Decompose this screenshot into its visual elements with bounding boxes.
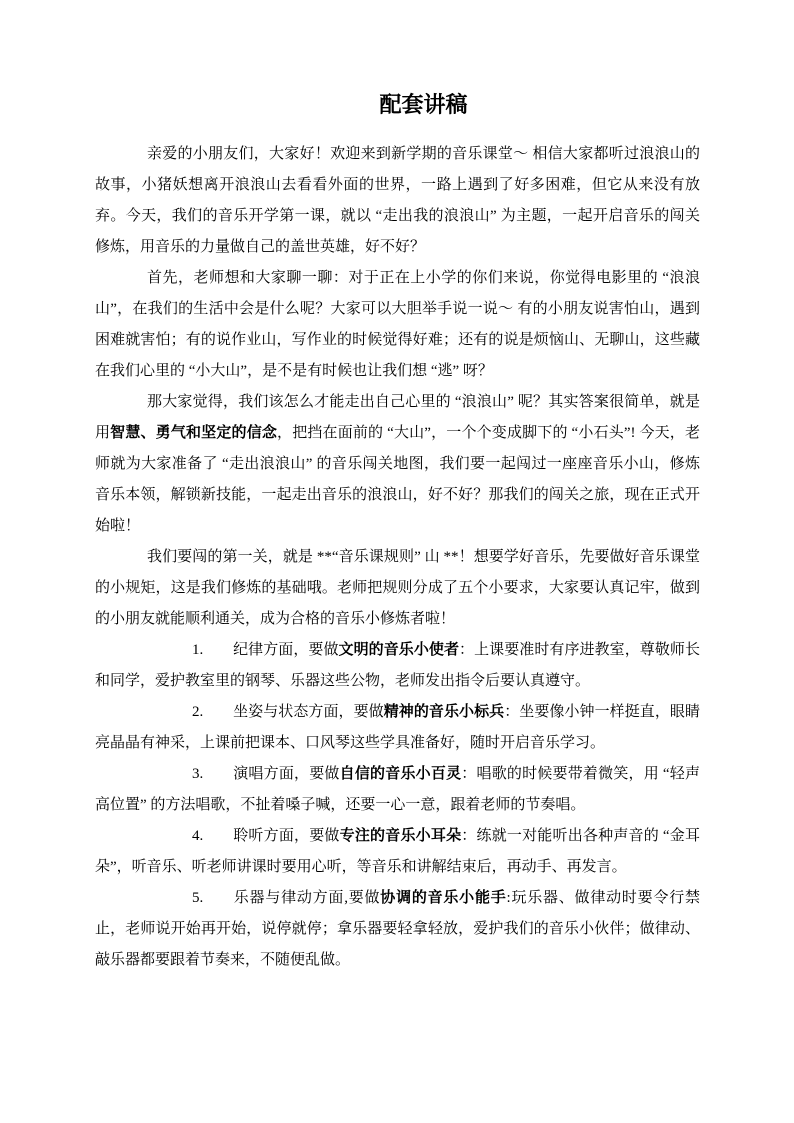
bold-run: 自信的音乐小百灵 <box>339 766 462 782</box>
text-run: 亲爱的小朋友们，大家好！欢迎来到新学期的音乐课堂～ 相信大家都听过浪浪山的故事，小猪妖想离开浪浪山去看看外面的世界，一路上遇到了好多困难，但它从来没有放弃。今天，我们的音乐开学第一课，就以 “走出我的浪浪山” 为主题，一起开启音乐的闯关修炼，用音乐的力量做自己的盖世英雄，好不好？ <box>95 146 700 255</box>
text-run: 聆听方面，要做 <box>233 828 340 844</box>
text-run: 我们要闯的第一关，就是 **“音乐课规则” 山 **！想要学好音乐，先要做好音乐课堂的小规矩，这是我们修炼的基础哦。老师把规则分成了五个小要求，大家要认真记牢，做到的小朋友就能顺利通关，成为合格的音乐小修炼者啦！ <box>95 549 700 627</box>
paragraph-3 <box>95 387 700 542</box>
rule-number: 4. <box>192 828 204 844</box>
paragraph-2 <box>95 263 700 387</box>
text-run: 首先，老师想和大家聊一聊：对于正在上小学的你们来说，你觉得电影里的 “浪浪山”，在我们的生活中会是什么呢？大家可以大胆举手说一说～ 有的小朋友说害怕山，遇到困难就害怕；有的说作业山，写作业的时候觉得好难；还有的说是烦恼山、无聊山，这些藏在我们心里的 “小大山”，是不是有时候也让我们想 “逃” 呀？ <box>95 270 700 379</box>
text-run: ，把挡在面前的 “大山”，一个个变成脚下的 “小石头”! 今天，老师就为大家准备了 “走出浪浪山” 的音乐闯关地图，我们要一起闯过一座座音乐小山，修炼音乐本领，解锁新技能，一起走出音乐的浪浪山，好不好？那我们的闯关之旅，现在正式开始啦！ <box>95 425 700 534</box>
bold-run: 智慧、勇气和坚定的信念 <box>110 425 278 441</box>
rule-number: 2. <box>192 704 204 720</box>
text-run: 乐器与律动方面,要做 <box>233 890 381 906</box>
rule-number: 5. <box>192 890 204 906</box>
bold-run: 精神的音乐小标兵 <box>383 704 505 720</box>
text-run: ：练就一对能听出各种声音的 “金耳朵”，听音乐、听老师讲课时要用心听，等音乐和讲解结束后，再动手、再发言。 <box>95 828 700 875</box>
text-run: 纪律方面，要做 <box>233 642 339 658</box>
rule-item-2 <box>95 697 700 759</box>
text-run: 坐姿与状态方面，要做 <box>233 704 384 720</box>
text-run: 那大家觉得，我们该怎么才能走出自己心里的 “浪浪山” 呢？其实答案很简单，就是用 <box>95 394 700 441</box>
rule-item-3 <box>95 759 700 821</box>
paragraph-1 <box>95 139 700 263</box>
bold-run: 专注的音乐小耳朵 <box>339 828 462 844</box>
paragraph-4 <box>95 542 700 635</box>
bold-run: 文明的音乐小使者 <box>338 642 460 658</box>
text-run: 演唱方面，要做 <box>233 766 340 782</box>
rule-item-4 <box>95 821 700 883</box>
rule-number: 3. <box>192 766 204 782</box>
text-run: ：上课要准时有序进教室，尊敬师长和同学，爱护教室里的钢琴、乐器这些公物，老师发出指令后要认真遵守。 <box>95 642 700 689</box>
bold-run: 协调的音乐小能手 <box>380 890 507 906</box>
document-body <box>95 139 700 976</box>
text-run: :玩乐器、做律动时要令行禁止，老师说开始再开始，说停就停；拿乐器要轻拿轻放，爱护我们的音乐小伙伴；做律动、敲乐器都要跟着节奏来，不随便乱做。 <box>95 890 700 968</box>
rule-item-1 <box>95 635 700 697</box>
text-run: ：唱歌的时候要带着微笑，用 “轻声高位置” 的方法唱歌，不扯着嗓子喊，还要一心一意，跟着老师的节奏唱。 <box>95 766 700 813</box>
document-title: 配套讲稿 <box>379 92 468 117</box>
rule-item-5 <box>95 883 700 976</box>
rule-number: 1. <box>192 642 204 658</box>
text-run: ：坐要像小钟一样挺直，眼睛亮晶晶有神采，上课前把课本、口风琴这些学具准备好，随时开启音乐学习。 <box>95 704 700 751</box>
